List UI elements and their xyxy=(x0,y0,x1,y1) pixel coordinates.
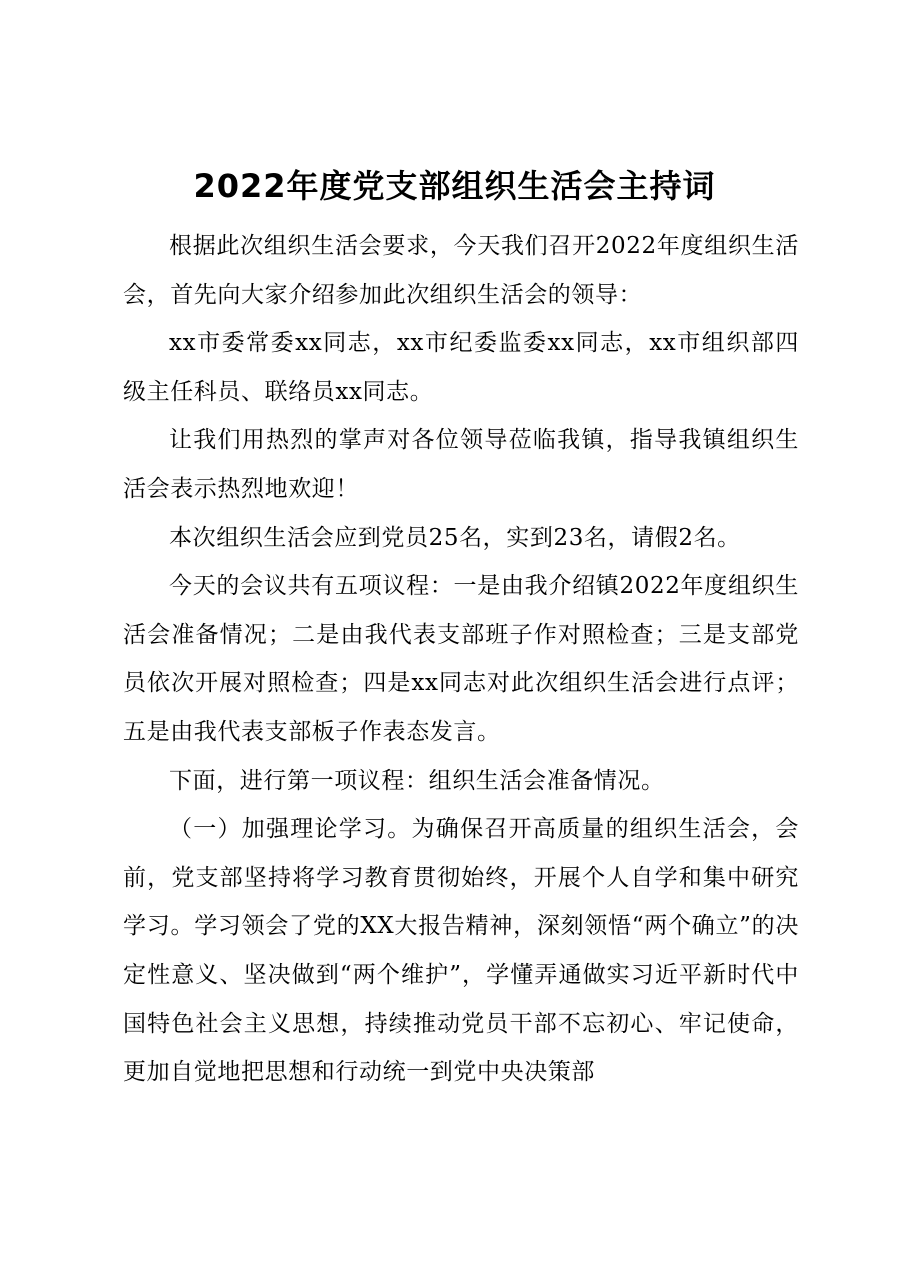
paragraph-intro: 根据此次组织生活会要求，今天我们召开2022年度组织生活会，首先向大家介绍参加此次组织生活会的领导： xyxy=(123,233,799,308)
paragraph-first-item: 下面，进行第一项议程：组织生活会准备情况。 xyxy=(169,767,665,794)
paragraph-welcome: 让我们用热烈的掌声对各位领导莅临我镇，指导我镇组织生活会表示热烈地欢迎！ xyxy=(123,427,799,502)
paragraph-agenda: 今天的会议共有五项议程：一是由我介绍镇2022年度组织生活会准备情况；二是由我代表支部班子作对照检查；三是支部党员依次开展对照检查；四是xx同志对此次组织生活会进行点评；五是由我代表支部板子作表态发言。 xyxy=(123,573,799,745)
paragraph-attendance: 本次组织生活会应到党员25名，实到23名，请假2名。 xyxy=(169,524,741,551)
document-title: 2022年度党支部组织生活会主持词 xyxy=(193,167,716,205)
paragraph-leaders: xx市委常委xx同志，xx市纪委监委xx同志，xx市组织部四级主任科员、联络员xx同志。 xyxy=(123,330,799,405)
paragraph-theory-study: （一）加强理论学习。为确保召开高质量的组织生活会，会前，党支部坚持将学习教育贯彻始终，开展个人自学和集中研究学习。学习领会了党的XX大报告精神，深刻领悟“两个确立”的决定性意义、坚决做到“两个维护”，学懂弄通做实习近平新时代中国特色社会主义思想，持续推动党员干部不忘初心、牢记使命，更加自觉地把思想和行动统一到党中央决策部 xyxy=(123,816,799,1086)
document-body xyxy=(123,222,799,1097)
